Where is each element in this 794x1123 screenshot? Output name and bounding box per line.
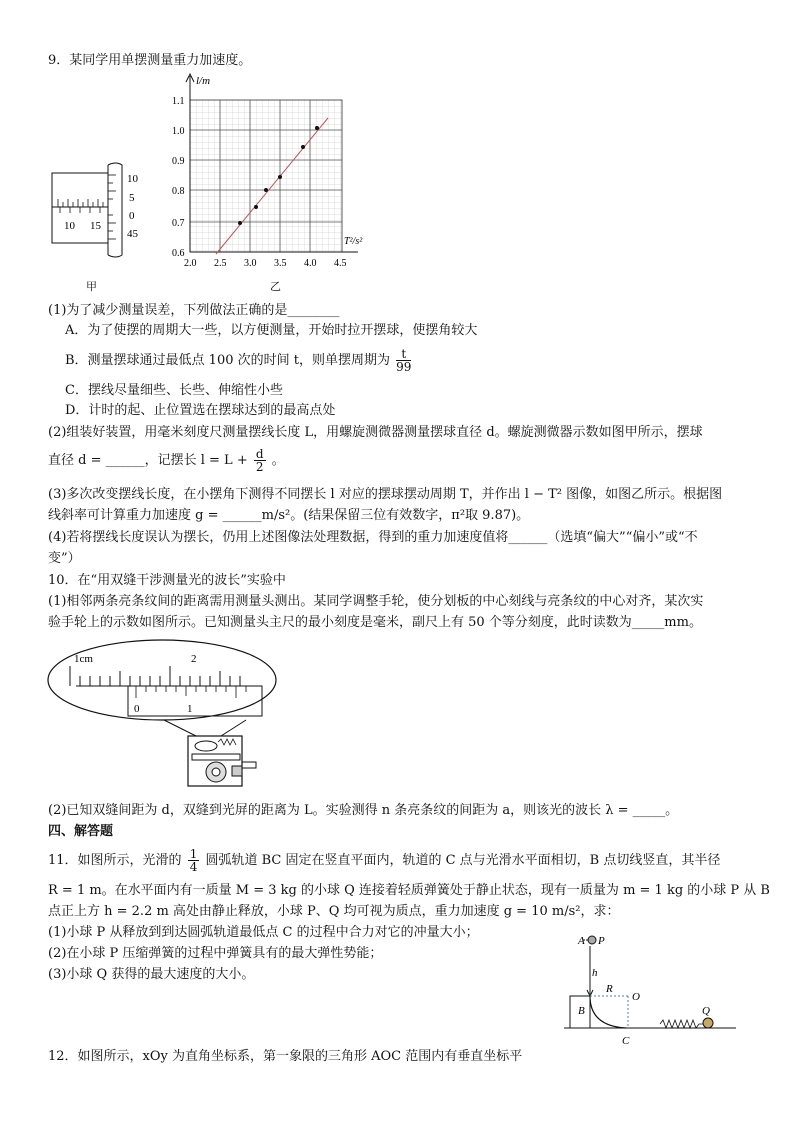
q9-option-b-den: 99 (396, 360, 412, 374)
vernier-main-2: 2 (191, 653, 197, 665)
micrometer-tick-10: 10 (64, 220, 75, 232)
graph-xlabel: T²/s² (344, 236, 363, 247)
q9-part2-text: 直径 d = ______，记摆长 l = L + (48, 453, 248, 468)
q11-line2: R = 1 m。在水平面内有一质量 M = 3 kg 的小球 Q 连接着轻质弹簧处于静止状态，现有一质量为 m = 1 kg 的小球 P 从 B (48, 883, 770, 898)
q10-part1-line1: (1)相邻两条亮条纹间的距离需用测量头测出。某同学调整手轮，使分划板的中心刻线与亮条纹的中心对齐，某次实 (48, 594, 704, 609)
y-tick-0.6: 0.6 (172, 248, 185, 259)
label-P: P (598, 935, 605, 947)
vernier-figure (46, 638, 286, 798)
micrometer-scale-10: 10 (127, 173, 138, 185)
micrometer-scale-0: 0 (129, 210, 135, 222)
q9-part2-num: d (255, 447, 264, 461)
x-tick-4.5: 4.5 (334, 258, 347, 269)
q10-part2: (2)已知双缝间距为 d，双缝到光屏的距离为 L。实验测得 n 条亮条纹的间距为 a，则该光的波长 λ = _____。 (48, 803, 679, 818)
micrometer-scale-5: 5 (129, 192, 135, 204)
q9-part4-line2: 变”） (48, 551, 81, 566)
q9-part2-den: 2 (255, 460, 264, 474)
label-O: O (632, 991, 640, 1003)
q9-option-d: D．计时的起、止位置选在摆球达到的最高点处 (65, 403, 336, 418)
q11-question1: (1)小球 P 从释放到到达圆弧轨道最低点 C 的过程中合力对它的冲量大小； (48, 925, 479, 940)
q9-option-b-text: B．测量摆球通过最低点 100 次的时间 t，则单摆周期为 (65, 353, 390, 368)
label-C: C (622, 1035, 630, 1047)
vernier-sub-0: 0 (134, 703, 140, 715)
label-Q: Q (702, 1005, 710, 1017)
y-tick-0.7: 0.7 (172, 218, 185, 229)
x-tick-2.5: 2.5 (214, 258, 227, 269)
q9-option-c: C．摆线尽量细些、长些、伸缩性小些 (65, 383, 283, 398)
x-tick-3.0: 3.0 (244, 258, 257, 269)
q11-frac-num: 1 (189, 847, 198, 861)
y-tick-0.9: 0.9 (172, 156, 185, 167)
q9-part3-line2: 线斜率可计算重力加速度 g = ______m/s²。(结果保留三位有效数字，π²取 9.87)。 (48, 508, 530, 523)
q9-part1: (1)为了减少测量误差，下列做法正确的是________ (48, 303, 340, 318)
q11-line1-pre: 11．如图所示，光滑的 (48, 853, 182, 868)
q9-title: 9．某同学用单摆测量重力加速度。 (48, 53, 252, 68)
x-tick-3.5: 3.5 (274, 258, 287, 269)
q11-quarter-fraction (188, 848, 200, 873)
fig-jia-label: 甲 (86, 280, 97, 293)
label-h: h (592, 967, 598, 979)
q12-line1: 12．如图所示，xOy 为直角坐标系，第一象限的三角形 AOC 范围内有垂直坐标平 (48, 1049, 523, 1064)
q9-option-a: A．为了使摆的周期大一些，以方便测量，开始时拉开摆球，使摆角较大 (65, 323, 478, 338)
q9-part2-end: 。 (271, 453, 285, 468)
q10-title: 10．在“用双缝干涉测量光的波长”实验中 (48, 573, 286, 588)
label-A: A (578, 935, 585, 947)
y-tick-0.8: 0.8 (172, 186, 185, 197)
vernier-sub-1: 1 (187, 703, 193, 715)
q10-part1-line2: 验手轮上的示数如图所示。已知测量头主尺的最小刻度是毫米，副尺上有 50 个等分刻度，此时读数为_____mm。 (48, 615, 702, 630)
q9-part2-line1: (2)组装好装置，用毫米刻度尺测量摆线长度 L，用螺旋测微器测量摆球直径 d。螺旋测微器示数如图甲所示，摆球 (48, 425, 703, 440)
micrometer-scale-45: 45 (127, 228, 138, 240)
y-tick-1.0: 1.0 (172, 126, 185, 137)
q11-question2: (2)在小球 P 压缩弹簧的过程中弹簧具有的最大弹性势能； (48, 946, 383, 961)
q9-part4-line1: (4)若将摆线长度误认为摆长，仍用上述图像法处理数据，得到的重力加速度值将______（选填“偏大”“偏小”或“不 (48, 530, 698, 545)
label-B: B (578, 1005, 585, 1017)
fig-yi-label: 乙 (270, 280, 281, 293)
q9-option-b-num: t (396, 348, 411, 361)
vernier-main-1cm: 1cm (74, 653, 93, 665)
q9-option-b-fraction (396, 348, 411, 373)
label-R: R (606, 983, 613, 995)
q11-line1-post: 圆弧轨道 BC 固定在竖直平面内，轨道的 C 点与光滑水平面相切，B 点切线竖直，其半径 (205, 853, 721, 868)
q9-part2-line2 (48, 448, 285, 473)
q11-question3: (3)小球 Q 获得的最大速度的大小。 (48, 967, 255, 982)
q11-line1 (48, 848, 720, 873)
graph-ylabel: l/m (196, 75, 211, 87)
q11-line3: 点正上方 h = 2.2 m 高处由静止释放，小球 P、Q 均可视为质点，重力加速度 g = 10 m/s²，求： (48, 904, 620, 919)
q9-part3-line1: (3)多次改变摆线长度，在小摆角下测得不同摆长 l 对应的摆球摆动周期 T，并作出 l − T² 图像，如图乙所示。根据图 (48, 487, 723, 502)
micrometer-figure (50, 155, 150, 265)
x-tick-2.0: 2.0 (184, 258, 197, 269)
q9-part2-fraction (254, 448, 266, 473)
q11-frac-den: 4 (189, 860, 198, 874)
y-tick-1.1: 1.1 (172, 96, 185, 107)
x-tick-4.0: 4.0 (304, 258, 317, 269)
micrometer-tick-15: 15 (90, 220, 101, 232)
q9-option-b (65, 348, 413, 373)
track-figure (560, 928, 740, 1048)
l-t2-graph (168, 72, 368, 272)
section-4-heading: 四、解答题 (48, 824, 114, 839)
